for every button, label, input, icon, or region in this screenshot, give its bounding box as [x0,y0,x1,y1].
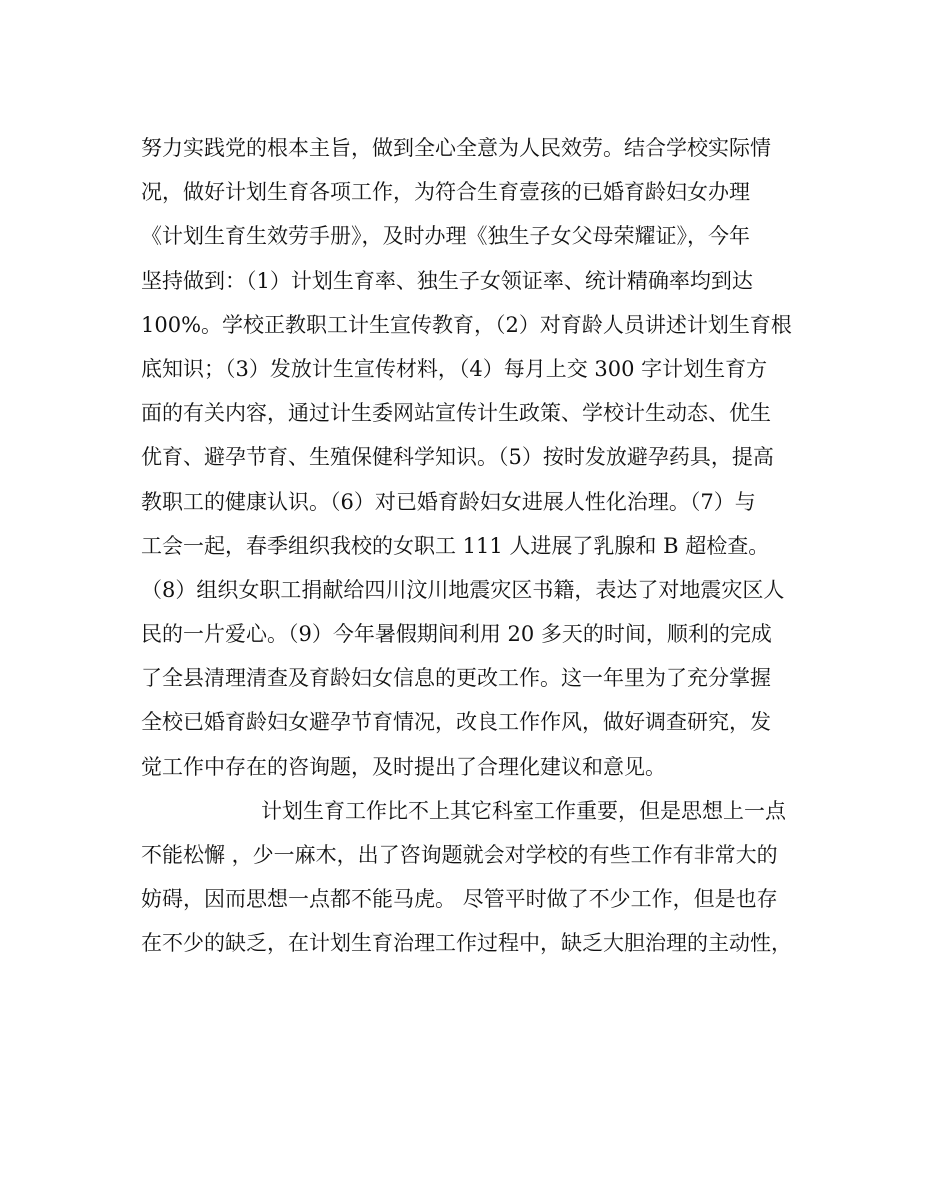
paragraph-indented-line: 计划生育工作比不上其它科室工作重要，但是思想上一点 [261,798,786,823]
text-line: 全校已婚育龄妇女避孕节育情况，改良工作作风，做好调查研究，发 [141,710,771,735]
text-line: 教职工的健康认识。（6）对已婚育龄妇女进展人性化治理。（7）与 [141,489,756,514]
text-line: 在不少的缺乏，在计划生育治理工作过程中，缺乏大胆治理的主动性， [141,931,792,956]
text-line: 努力实践党的根本主旨，做到全心全意为人民效劳。结合学校实际情 [141,136,771,160]
text-line: 不能松懈 ，少一麻木，出了咨询题就会对学校的有些工作有非常大的 [141,843,778,867]
text-line: 了全县清理清查及育龄妇女信息的更改工作。这一年里为了充分掌握 [141,666,771,691]
text-line: 底知识；（3）发放计生宣传材料，（4）每月上交 300 字计划生育方 [141,356,768,381]
text-line: （8）组织女职工捐献给四川汶川地震灾区书籍，表达了对地震灾区人 [141,577,785,602]
text-line: 《计划生育生效劳手册》，及时办理《独生子女父母荣耀证》，今年 [141,224,750,249]
text-line: 妨碍，因而思想一点都不能马虎。 尽管平时做了不少工作，但是也存 [141,887,778,912]
text-line: 民的一片爱心。（9）今年暑假期间利用 20 多天的时间，顺利的完成 [141,622,772,647]
text-line: 况，做好计划生育各项工作，为符合生育壹孩的已婚育龄妇女办理 [141,180,750,205]
text-line: 面的有关内容，通过计生委网站宣传计生政策、学校计生动态、优生 [141,401,771,426]
text-line: 工会一起，春季组织我校的女职工 111 人进展了乳腺和 B 超检查。 [141,533,770,558]
text-line: 100%。学校正教职工计生宣传教育，（2）对育龄人员讲述计划生育根 [141,312,792,337]
text-line: 觉工作中存在的咨询题，及时提出了合理化建议和意见。 [141,754,666,779]
body-text [141,126,811,966]
text-line: 优育、避孕节育、生殖保健科学知识。（5）按时发放避孕药具，提高 [141,445,774,470]
text-line: 坚持做到：（1）计划生育率、独生子女领证率、统计精确率均到达 [141,268,753,293]
